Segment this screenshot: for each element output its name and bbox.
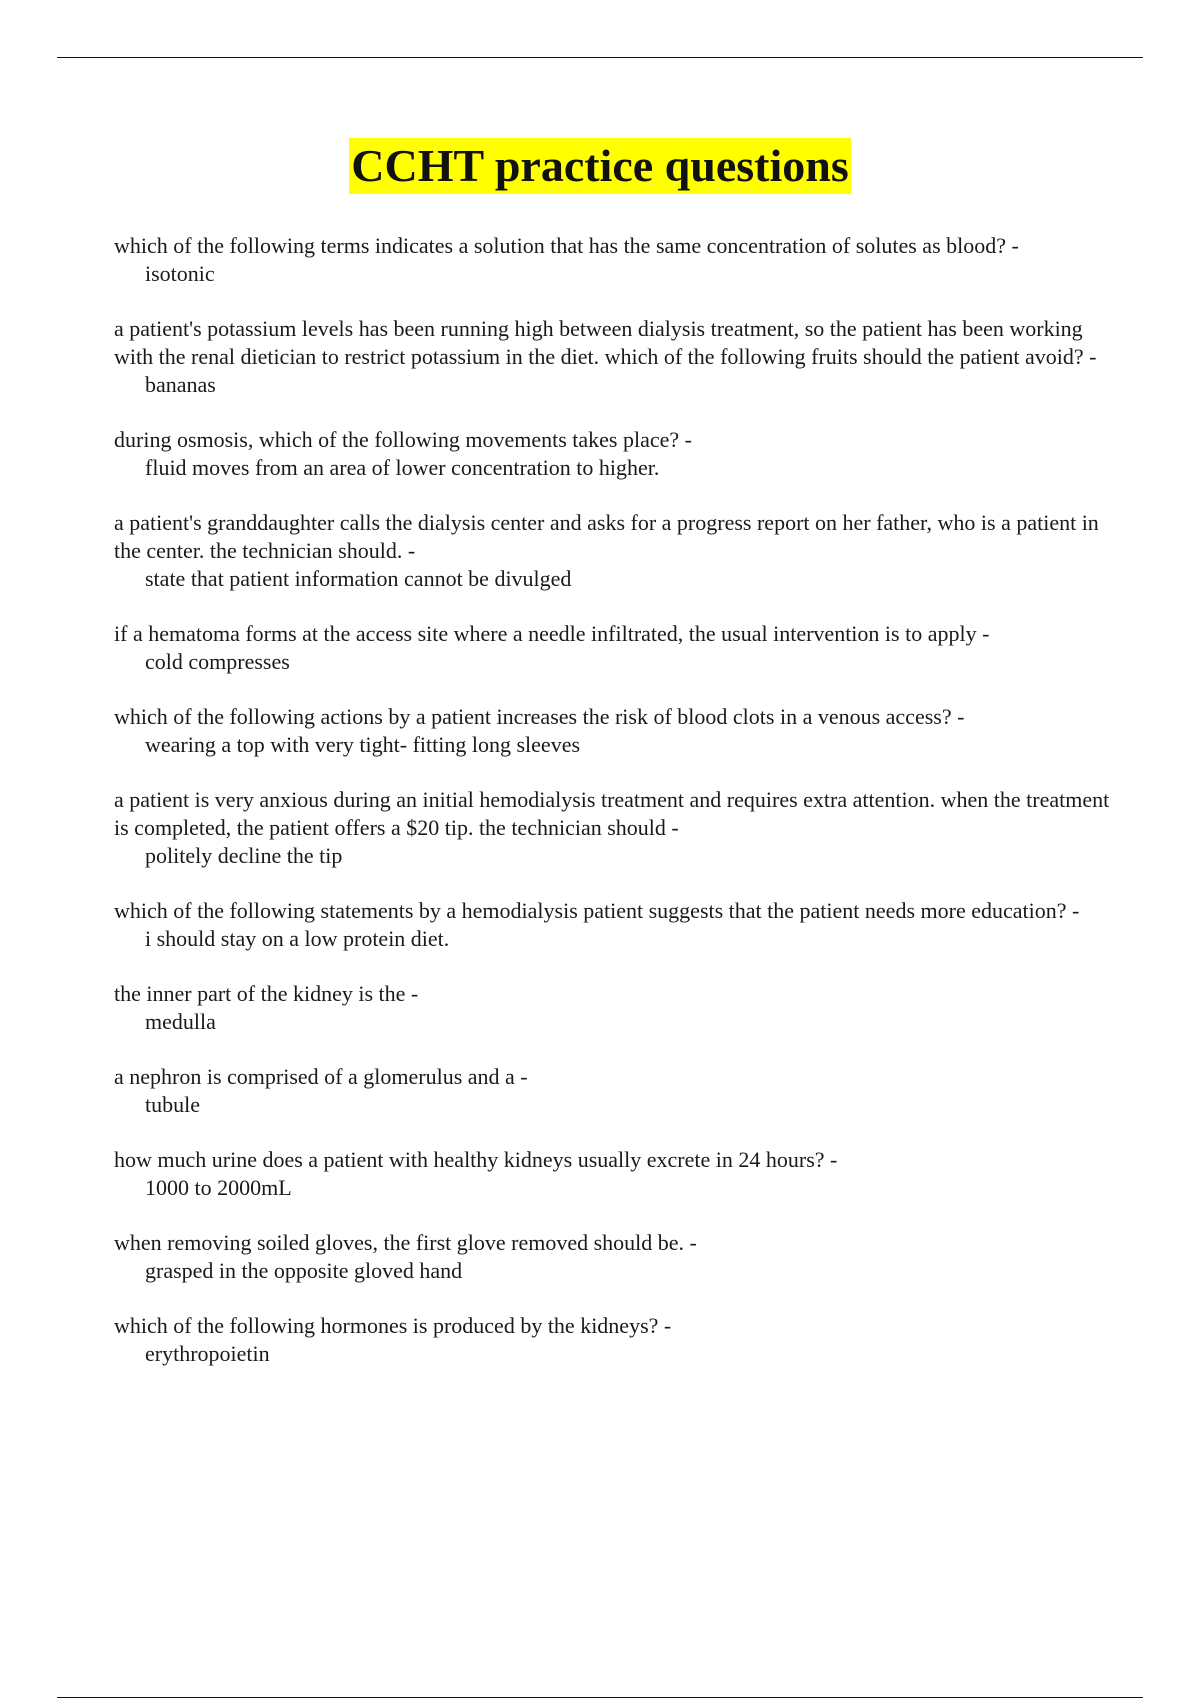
qa-item bbox=[114, 1312, 1124, 1368]
question-text: during osmosis, which of the following movements takes place? - bbox=[114, 427, 692, 452]
page-title: CCHT practice questions bbox=[349, 138, 851, 194]
answer-text: isotonic bbox=[145, 261, 215, 286]
question-text: a patient is very anxious during an initial hemodialysis treatment and requires extra attention. when the treatment is completed, the patient offers a $20 tip. the technician should - bbox=[114, 787, 1110, 840]
qa-item bbox=[114, 426, 1124, 482]
question-text: which of the following actions by a patient increases the risk of blood clots in a venous access? - bbox=[114, 704, 965, 729]
answer-text: medulla bbox=[145, 1009, 216, 1034]
qa-item bbox=[114, 232, 1124, 288]
answer-text: state that patient information cannot be divulged bbox=[145, 566, 572, 591]
answer-text: cold compresses bbox=[145, 649, 290, 674]
question-text: if a hematoma forms at the access site where a needle infiltrated, the usual intervention is to apply - bbox=[114, 621, 990, 646]
answer-text: 1000 to 2000mL bbox=[145, 1175, 292, 1200]
qa-item bbox=[114, 509, 1124, 593]
answer-text: fluid moves from an area of lower concentration to higher. bbox=[145, 455, 660, 480]
question-text: which of the following statements by a hemodialysis patient suggests that the patient needs more education? - bbox=[114, 898, 1080, 923]
answer-text: grasped in the opposite gloved hand bbox=[145, 1258, 463, 1283]
qa-item bbox=[114, 703, 1124, 759]
answer-text: tubule bbox=[145, 1092, 200, 1117]
qa-item bbox=[114, 1146, 1124, 1202]
qa-item bbox=[114, 620, 1124, 676]
answer-text: i should stay on a low protein diet. bbox=[145, 926, 450, 951]
qa-item bbox=[114, 315, 1124, 399]
question-text: a patient's granddaughter calls the dialysis center and asks for a progress report on her father, who is a patient in the center. the technician should. - bbox=[114, 510, 1099, 563]
question-list bbox=[114, 232, 1124, 1395]
qa-item bbox=[114, 980, 1124, 1036]
top-rule bbox=[57, 57, 1143, 58]
bottom-rule bbox=[57, 1697, 1143, 1698]
question-text: a nephron is comprised of a glomerulus and a - bbox=[114, 1064, 528, 1089]
answer-text: erythropoietin bbox=[145, 1341, 270, 1366]
answer-text: wearing a top with very tight- fitting long sleeves bbox=[145, 732, 581, 757]
title-container bbox=[0, 138, 1200, 194]
qa-item bbox=[114, 1229, 1124, 1285]
question-text: which of the following hormones is produced by the kidneys? - bbox=[114, 1313, 672, 1338]
qa-item bbox=[114, 786, 1124, 870]
qa-item bbox=[114, 1063, 1124, 1119]
question-text: which of the following terms indicates a solution that has the same concentration of solutes as blood? - bbox=[114, 233, 1019, 258]
qa-item bbox=[114, 897, 1124, 953]
question-text: a patient's potassium levels has been running high between dialysis treatment, so the patient has been working with the renal dietician to restrict potassium in the diet. which of the following fruits should the patient avoid? - bbox=[114, 316, 1097, 369]
answer-text: politely decline the tip bbox=[145, 843, 343, 868]
question-text: when removing soiled gloves, the first glove removed should be. - bbox=[114, 1230, 697, 1255]
answer-text: bananas bbox=[145, 372, 216, 397]
question-text: how much urine does a patient with healthy kidneys usually excrete in 24 hours? - bbox=[114, 1147, 838, 1172]
question-text: the inner part of the kidney is the - bbox=[114, 981, 419, 1006]
